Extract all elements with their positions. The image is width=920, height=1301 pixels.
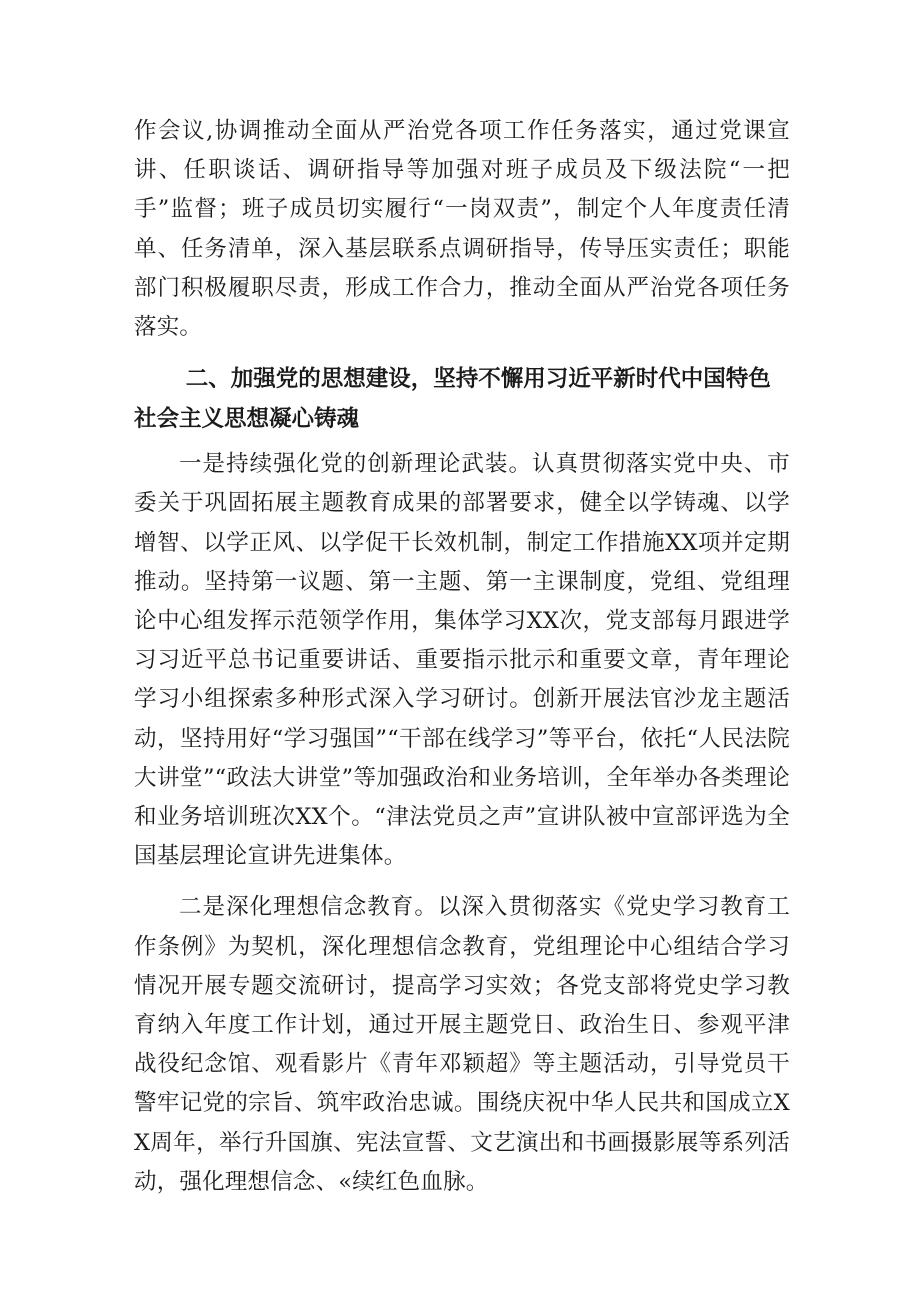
section-heading: 二、加强党的思想建设，坚持不懈用习近平新时代中国特色社会主义思想凝心铸魂 [134,366,771,433]
continued-paragraph: 作会议,协调推动全面从严治党各项工作任务落实，通过党课宣讲、任职谈话、调研指导等加强对班子成员及下级法院“一把手”监督；班子成员切实履行“一岗双责”，制定个人年度责任清单、任务清单，深入基层联系点调研指导，传导压实责任；职能部门积极履职尽责，形成工作合力，推动全面从严治党各项任务落实。 [134,118,790,341]
section-paragraph-2: 二是深化理想信念教育。以深入贯彻落实《党史学习教育工作条例》为契机，深化理想信念教育，党组理论中心组结合学习情况开展专题交流研讨，提高学习实效；各党支部将党史学习教育纳入年度工作计划，通过开展主题党日、政治生日、参观平津战役纪念馆、观看影片《青年邓颖超》等主题活动，引导党员干警牢记党的宗旨、筑牢政治忠诚。围绕庆祝中华人民共和国成立XX周年，举行升国旗、宪法宣誓、文艺演出和书画摄影展等系列活动，强化理想信念、«续红色血脉。 [134,894,790,1195]
section-paragraph-1: 一是持续强化党的创新理论武装。认真贯彻落实党中央、市委关于巩固拓展主题教育成果的部署要求，健全以学铸魂、以学增智、以学正风、以学促干长效机制，制定工作措施XX项并定期推动。坚持第一议题、第一主题、第一主课制度，党组、党组理论中心组发挥示范领学作用，集体学习XX次，党支部每月跟进学习习近平总书记重要讲话、重要指示批示和重要文章，青年理论学习小组探索多种形式深入学习研讨。创新开展法官沙龙主题活动，坚持用好“学习强国”“干部在线学习”等平台，依托“人民法院大讲堂”“政法大讲堂”等加强政治和业务培训，全年举办各类理论和业务培训班次XX个。“津法党员之声”宣讲队被中宣部评选为全国基层理论宣讲先进集体。 [134,451,790,870]
document-body [134,112,790,1202]
